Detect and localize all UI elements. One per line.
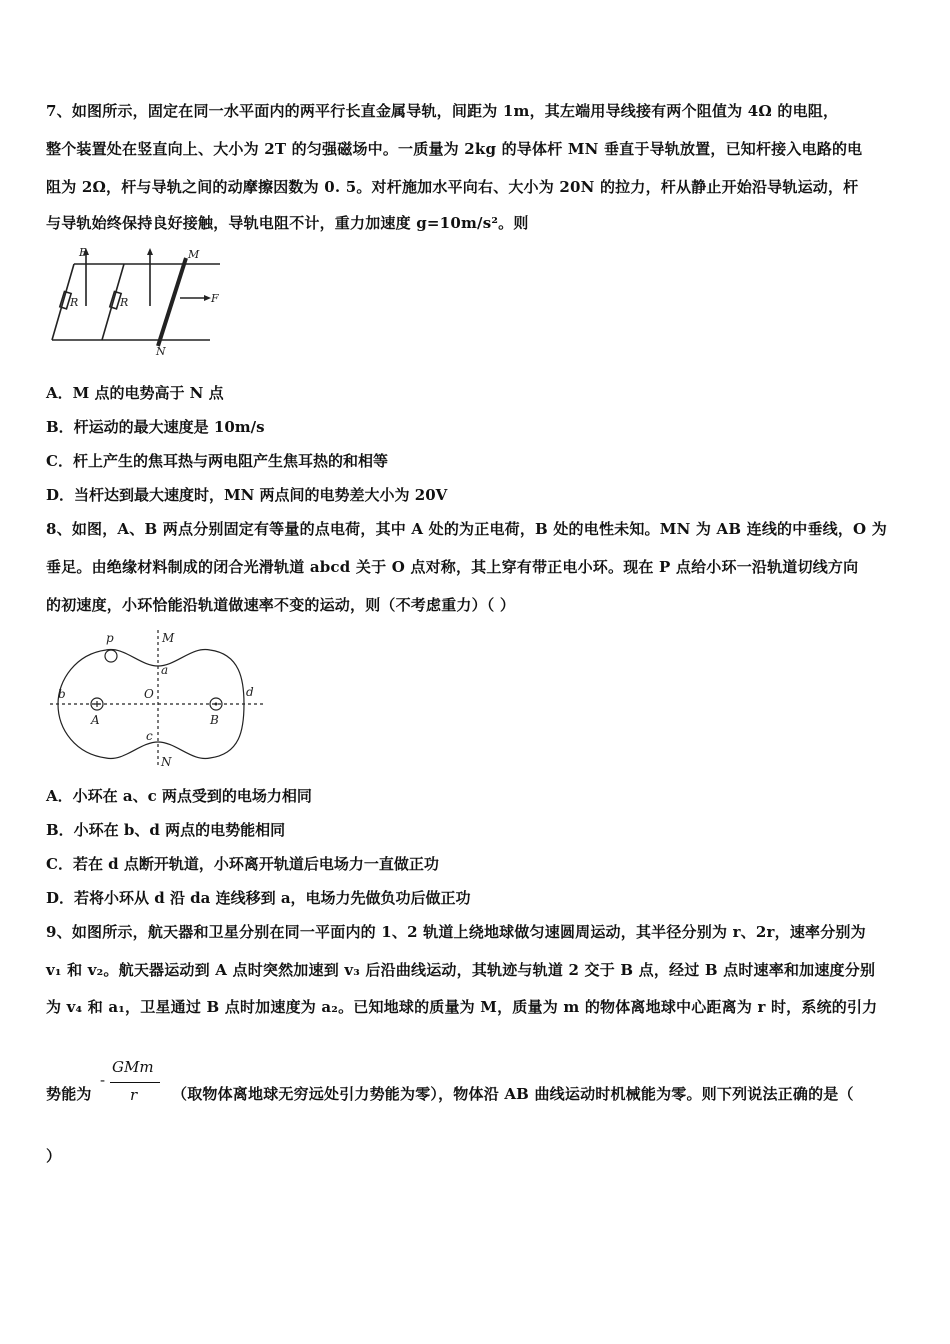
label-r2: R [120, 296, 129, 309]
q7-option-a: A．M 点的电势高于 N 点 [46, 384, 224, 402]
q8-option-a: A．小环在 a、c 两点受到的电场力相同 [46, 787, 312, 805]
rail-circuit-figure [46, 246, 224, 358]
label-d: d [246, 685, 254, 699]
label-n: N [156, 345, 166, 358]
label-o: O [144, 687, 154, 701]
label-n: N [161, 755, 172, 769]
label-f: F [211, 292, 219, 305]
q8-option-b: B．小环在 b、d 两点的电势能相同 [46, 821, 286, 839]
q9-closing-paren: ） [46, 1147, 62, 1165]
potential-energy-formula [100, 1058, 162, 1108]
q7-option-d: D．当杆达到最大速度时，MN 两点间的电势差大小为 20V [46, 486, 448, 504]
q7-option-b: B．杆运动的最大速度是 10m/s [46, 418, 265, 436]
q9-energy-suffix: （取物体离地球无穷远处引力势能为零），物体沿 AB 曲线运动时机械能为零。则下列说法正确的是（ [172, 1085, 854, 1103]
q8-line-1: 8、如图，A、B 两点分别固定有等量的点电荷，其中 A 处的为正电荷，B 处的电性未知。MN 为 AB 连线的中垂线，O 为 [46, 520, 887, 538]
label-b: b [58, 687, 66, 701]
q9-energy-prefix: 势能为 [46, 1085, 92, 1103]
charge-track-figure [50, 628, 264, 772]
q9-line-3: 为 v₄ 和 a₁，卫星通过 B 点时加速度为 a₂。已知地球的质量为 M，质量为 m 的物体离地球中心距离为 r 时，系统的引力 [46, 998, 878, 1016]
label-charge-a: A [91, 713, 100, 727]
q8-option-c: C．若在 d 点断开轨道，小环离开轨道后电场力一直做正功 [46, 855, 439, 873]
q8-option-d: D．若将小环从 d 沿 da 连线移到 a，电场力先做负功后做正功 [46, 889, 471, 907]
label-r1: R [70, 296, 79, 309]
label-charge-b: B [210, 713, 219, 727]
q7-option-c: C．杆上产生的焦耳热与两电阻产生焦耳热的和相等 [46, 452, 388, 470]
label-c: c [146, 729, 153, 743]
q7-line-4: 与导轨始终保持良好接触，导轨电阻不计，重力加速度 g=10m/s²。则 [46, 214, 529, 232]
q8-line-3: 的初速度，小环恰能沿轨道做速率不变的运动，则（不考虑重力）（ ） [46, 596, 516, 614]
label-a: a [161, 663, 169, 677]
q7-line-1: 7、如图所示，固定在同一水平面内的两平行长直金属导轨，间距为 1m，其左端用导线接有两个阻值为 4Ω 的电阻， [46, 102, 839, 120]
formula-denominator: r [130, 1086, 138, 1104]
label-m: M [188, 248, 200, 261]
q8-line-2: 垂足。由绝缘材料制成的闭合光滑轨道 abcd 关于 O 点对称，其上穿有带正电小环。现在 P 点给小环一沿轨道切线方向 [46, 558, 859, 576]
q9-line-2: v₁ 和 v₂。航天器运动到 A 点时突然加速到 v₃ 后沿曲线运动，其轨迹与轨道 2 交于 B 点，经过 B 点时速率和加速度分别 [46, 961, 876, 979]
formula-numerator: GMm [112, 1058, 154, 1076]
label-b: B [79, 246, 88, 259]
label-m: M [162, 631, 175, 645]
formula-sign: - [100, 1071, 106, 1089]
q7-line-3: 阻为 2Ω，杆与导轨之间的动摩擦因数为 0. 5。对杆施加水平向右、大小为 20N 的拉力，杆从静止开始沿导轨运动，杆 [46, 178, 859, 196]
q9-line-1: 9、如图所示，航天器和卫星分别在同一平面内的 1、2 轨道上绕地球做匀速圆周运动，其半径分别为 r、2r，速率分别为 [46, 923, 866, 941]
label-p: p [106, 631, 114, 645]
fraction-bar [110, 1082, 160, 1083]
q7-line-2: 整个装置处在竖直向上、大小为 2T 的匀强磁场中。一质量为 2kg 的导体杆 MN 垂直于导轨放置，已知杆接入电路的电 [46, 140, 863, 158]
